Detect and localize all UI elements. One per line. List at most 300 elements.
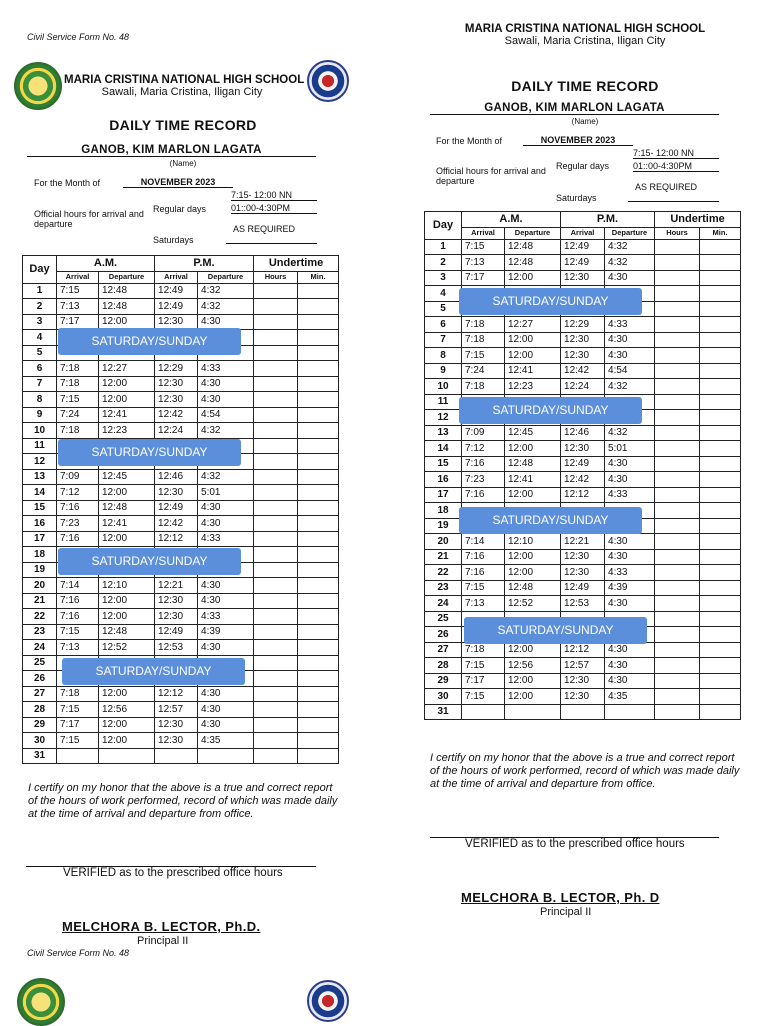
pm-departure-cell: 5:01 [605, 441, 655, 457]
departure-header: Departure [505, 227, 561, 239]
undertime-hours-cell [655, 596, 700, 612]
day-cell: 22 [23, 609, 57, 625]
deped-seal-logo [307, 980, 349, 1022]
undertime-hours-cell [655, 565, 700, 581]
undertime-min-cell [298, 314, 339, 330]
undertime-min-cell [700, 363, 741, 379]
school-name: MARIA CRISTINA NATIONAL HIGH SCHOOL [464, 23, 706, 35]
am-arrival-cell: 7:24 [57, 407, 99, 423]
undertime-hours-cell [254, 454, 298, 470]
undertime-min-cell [700, 255, 741, 271]
saturdays-label: Saturdays [153, 235, 194, 245]
undertime-hours-cell [655, 379, 700, 395]
pm-departure-cell: 4:35 [605, 689, 655, 705]
am-departure-cell: 12:52 [99, 640, 155, 656]
pm-arrival-cell: 12:49 [155, 500, 198, 516]
undertime-hours-cell [254, 748, 298, 764]
weekend-band: SATURDAY/SUNDAY [58, 548, 241, 575]
undertime-hours-cell [254, 655, 298, 671]
undertime-hours-cell [254, 438, 298, 454]
table-row [425, 673, 741, 689]
undertime-hours-cell [655, 301, 700, 317]
pm-arrival-cell: 12:12 [561, 642, 605, 658]
pm-arrival-cell: 12:30 [155, 376, 198, 392]
month-value: NOVEMBER 2023 [123, 177, 233, 188]
pm-departure-cell: 4:30 [605, 549, 655, 565]
day-cell: 15 [23, 500, 57, 516]
undertime-hours-cell [655, 286, 700, 302]
form-label-bottom: Civil Service Form No. 48 [27, 948, 130, 958]
day-cell: 30 [23, 733, 57, 749]
pm-departure-cell: 4:32 [198, 469, 254, 485]
undertime-hours-cell [254, 593, 298, 609]
undertime-min-cell [298, 531, 339, 547]
day-cell: 6 [425, 317, 462, 333]
hours-header: Hours [655, 227, 700, 239]
pm-arrival-cell: 12:49 [155, 624, 198, 640]
day-cell: 5 [425, 301, 462, 317]
am-departure-cell [505, 704, 561, 720]
deped-seal-logo [307, 60, 349, 102]
undertime-min-cell [298, 733, 339, 749]
am-departure-cell: 12:27 [505, 317, 561, 333]
day-cell: 28 [23, 702, 57, 718]
am-departure-cell: 12:00 [99, 531, 155, 547]
undertime-hours-cell [254, 578, 298, 594]
am-arrival-cell: 7:18 [57, 361, 99, 377]
undertime-min-cell [298, 423, 339, 439]
day-cell: 19 [23, 562, 57, 578]
table-row [23, 516, 339, 532]
am-arrival-cell: 7:15 [57, 624, 99, 640]
am-departure-cell: 12:48 [99, 299, 155, 315]
undertime-min-cell [700, 689, 741, 705]
table-row [23, 407, 339, 423]
am-arrival-cell: 7:17 [57, 314, 99, 330]
undertime-hours-cell [254, 376, 298, 392]
table-row [425, 658, 741, 674]
am-arrival-cell: 7:14 [462, 534, 505, 550]
undertime-hours-cell [254, 423, 298, 439]
pm-arrival-cell: 12:30 [561, 549, 605, 565]
table-row [425, 472, 741, 488]
undertime-min-cell [298, 392, 339, 408]
saturdays-line [628, 201, 719, 202]
am-departure-cell: 12:10 [99, 578, 155, 594]
undertime-min-cell [298, 671, 339, 687]
am-arrival-cell [462, 704, 505, 720]
undertime-hours-cell [254, 392, 298, 408]
undertime-min-cell [700, 301, 741, 317]
am-departure-cell: 12:10 [505, 534, 561, 550]
table-row [425, 549, 741, 565]
day-cell: 9 [23, 407, 57, 423]
official-hours-label: Official hours for arrival and departure [34, 209, 144, 229]
am-arrival-cell: 7:17 [57, 717, 99, 733]
undertime-hours-cell [254, 562, 298, 578]
am-arrival-cell: 7:17 [462, 270, 505, 286]
undertime-hours-cell [655, 348, 700, 364]
day-cell: 18 [23, 547, 57, 563]
table-row [23, 423, 339, 439]
pm-arrival-cell: 12:29 [561, 317, 605, 333]
undertime-min-cell [298, 454, 339, 470]
regular-hours-1: 7:15- 12:00 NN [633, 148, 719, 159]
am-arrival-cell: 7:09 [57, 469, 99, 485]
school-name: MARIA CRISTINA NATIONAL HIGH SCHOOL [64, 74, 305, 86]
undertime-hours-cell [655, 425, 700, 441]
pm-arrival-cell: 12:30 [561, 348, 605, 364]
arrival-header: Arrival [462, 227, 505, 239]
day-cell: 12 [425, 410, 462, 426]
undertime-min-cell [700, 580, 741, 596]
undertime-hours-cell [254, 717, 298, 733]
saturdays-value: AS REQUIRED [233, 224, 296, 234]
am-arrival-cell: 7:15 [462, 689, 505, 705]
undertime-min-cell [298, 686, 339, 702]
pm-arrival-cell: 12:30 [155, 593, 198, 609]
day-cell: 4 [425, 286, 462, 302]
day-cell: 20 [23, 578, 57, 594]
pm-departure-cell: 4:32 [605, 425, 655, 441]
day-cell: 28 [425, 658, 462, 674]
pm-departure-cell: 4:30 [605, 596, 655, 612]
am-arrival-cell: 7:16 [462, 549, 505, 565]
name-caption: (Name) [571, 117, 599, 126]
pm-departure-cell: 4:30 [605, 642, 655, 658]
pm-departure-cell: 4:32 [198, 283, 254, 299]
am-arrival-cell: 7:13 [462, 255, 505, 271]
undertime-min-cell [298, 516, 339, 532]
am-arrival-cell: 7:13 [57, 299, 99, 315]
pm-departure-cell [198, 748, 254, 764]
pm-departure-cell: 4:30 [198, 717, 254, 733]
undertime-min-cell [298, 562, 339, 578]
table-row [425, 534, 741, 550]
pm-departure-cell: 4:39 [605, 580, 655, 596]
undertime-hours-cell [655, 239, 700, 255]
pm-departure-cell: 4:32 [605, 379, 655, 395]
am-departure-cell: 12:48 [99, 283, 155, 299]
undertime-hours-cell [254, 686, 298, 702]
am-departure-cell: 12:00 [99, 314, 155, 330]
undertime-hours-cell [655, 487, 700, 503]
am-departure-cell: 12:48 [505, 255, 561, 271]
undertime-hours-cell [655, 518, 700, 534]
undertime-hours-cell [254, 733, 298, 749]
undertime-hours-cell [254, 485, 298, 501]
day-cell: 21 [425, 549, 462, 565]
undertime-hours-cell [655, 627, 700, 643]
undertime-hours-cell [254, 345, 298, 361]
am-header: A.M. [462, 212, 561, 228]
day-cell: 13 [425, 425, 462, 441]
day-cell: 6 [23, 361, 57, 377]
undertime-min-cell [700, 239, 741, 255]
day-cell: 1 [23, 283, 57, 299]
departure-header: Departure [198, 271, 254, 283]
employee-name: GANOB, KIM MARLON LAGATA [430, 102, 719, 115]
month-label: For the Month of [34, 178, 101, 188]
table-row [425, 317, 741, 333]
undertime-min-cell [298, 578, 339, 594]
table-row [425, 580, 741, 596]
am-arrival-cell: 7:12 [462, 441, 505, 457]
pm-arrival-cell: 12:42 [561, 472, 605, 488]
day-cell: 19 [425, 518, 462, 534]
undertime-min-cell [298, 438, 339, 454]
weekend-band: SATURDAY/SUNDAY [464, 617, 647, 644]
day-cell: 18 [425, 503, 462, 519]
table-row [23, 392, 339, 408]
day-header: Day [425, 212, 462, 240]
am-arrival-cell: 7:18 [462, 379, 505, 395]
undertime-min-cell [298, 299, 339, 315]
am-arrival-cell: 7:23 [57, 516, 99, 532]
undertime-min-cell [700, 627, 741, 643]
regular-hours-2: 01::00-4:30PM [231, 203, 317, 214]
pm-header: P.M. [561, 212, 655, 228]
am-departure-cell: 12:56 [99, 702, 155, 718]
undertime-hours-cell [655, 503, 700, 519]
am-departure-cell: 12:45 [99, 469, 155, 485]
undertime-min-cell [700, 534, 741, 550]
undertime-hours-cell [655, 410, 700, 426]
undertime-hours-cell [655, 704, 700, 720]
hours-header: Hours [254, 271, 298, 283]
day-cell: 20 [425, 534, 462, 550]
undertime-min-cell [700, 394, 741, 410]
pm-departure-cell: 4:33 [605, 487, 655, 503]
undertime-min-cell [700, 503, 741, 519]
undertime-hours-cell [254, 624, 298, 640]
am-header: A.M. [57, 256, 155, 272]
undertime-min-cell [700, 518, 741, 534]
pm-arrival-cell: 12:24 [561, 379, 605, 395]
am-departure-cell: 12:23 [99, 423, 155, 439]
pm-arrival-cell: 12:42 [155, 407, 198, 423]
am-departure-cell: 12:41 [505, 363, 561, 379]
am-departure-cell: 12:48 [99, 500, 155, 516]
undertime-hours-cell [655, 255, 700, 271]
am-departure-cell: 12:52 [505, 596, 561, 612]
undertime-min-cell [298, 547, 339, 563]
day-cell: 10 [425, 379, 462, 395]
day-cell: 27 [425, 642, 462, 658]
table-row [425, 425, 741, 441]
am-arrival-cell [57, 748, 99, 764]
table-row [23, 686, 339, 702]
arrival-header: Arrival [57, 271, 99, 283]
pm-arrival-cell: 12:49 [561, 456, 605, 472]
undertime-min-cell [700, 596, 741, 612]
signatory-title: Principal II [137, 935, 189, 947]
table-row [425, 642, 741, 658]
am-arrival-cell: 7:16 [462, 487, 505, 503]
day-cell: 29 [425, 673, 462, 689]
am-departure-cell: 12:00 [99, 392, 155, 408]
pm-arrival-cell: 12:42 [561, 363, 605, 379]
pm-departure-cell: 4:33 [198, 361, 254, 377]
pm-departure-cell: 4:30 [605, 332, 655, 348]
arrival-header: Arrival [561, 227, 605, 239]
pm-departure-cell: 4:30 [198, 392, 254, 408]
undertime-hours-cell [655, 611, 700, 627]
day-cell: 2 [23, 299, 57, 315]
undertime-min-cell [298, 624, 339, 640]
day-cell: 15 [425, 456, 462, 472]
table-row [23, 748, 339, 764]
verified-text: VERIFIED as to the prescribed office hours [465, 838, 685, 850]
undertime-hours-cell [655, 317, 700, 333]
school-address: Sawali, Maria Cristina, Iligan City [101, 86, 263, 98]
undertime-min-cell [298, 330, 339, 346]
undertime-hours-cell [254, 361, 298, 377]
day-cell: 30 [425, 689, 462, 705]
undertime-header: Undertime [254, 256, 339, 272]
pm-arrival-cell: 12:30 [155, 314, 198, 330]
table-row [425, 239, 741, 255]
am-departure-cell: 12:00 [99, 609, 155, 625]
am-departure-cell: 12:48 [505, 239, 561, 255]
undertime-min-cell [298, 500, 339, 516]
pm-arrival-cell: 12:30 [155, 733, 198, 749]
pm-departure-cell: 4:33 [198, 609, 254, 625]
undertime-hours-cell [254, 531, 298, 547]
am-arrival-cell: 7:15 [57, 283, 99, 299]
am-departure-cell: 12:48 [505, 580, 561, 596]
am-arrival-cell: 7:16 [57, 531, 99, 547]
verified-text: VERIFIED as to the prescribed office hours [63, 867, 283, 879]
regular-days-label: Regular days [556, 161, 610, 171]
table-row [23, 733, 339, 749]
undertime-hours-cell [655, 658, 700, 674]
pm-departure-cell: 4:33 [605, 317, 655, 333]
am-departure-cell: 12:00 [99, 733, 155, 749]
undertime-hours-cell [254, 330, 298, 346]
undertime-min-cell [700, 425, 741, 441]
pm-departure-cell: 4:30 [198, 376, 254, 392]
am-departure-cell: 12:00 [505, 441, 561, 457]
undertime-min-cell [298, 345, 339, 361]
am-departure-cell: 12:48 [505, 456, 561, 472]
am-departure-cell: 12:00 [99, 717, 155, 733]
day-cell: 31 [23, 748, 57, 764]
table-row [425, 441, 741, 457]
pm-arrival-cell: 12:49 [561, 580, 605, 596]
am-arrival-cell: 7:13 [462, 596, 505, 612]
pm-arrival-cell: 12:12 [155, 686, 198, 702]
day-cell: 26 [425, 627, 462, 643]
undertime-hours-cell [254, 469, 298, 485]
pm-arrival-cell: 12:49 [155, 283, 198, 299]
table-row [425, 363, 741, 379]
undertime-min-cell [298, 376, 339, 392]
am-departure-cell: 12:00 [505, 487, 561, 503]
am-departure-cell: 12:27 [99, 361, 155, 377]
am-departure-cell: 12:23 [505, 379, 561, 395]
pm-departure-cell: 4:30 [198, 593, 254, 609]
table-row [425, 348, 741, 364]
pm-arrival-cell: 12:30 [561, 689, 605, 705]
undertime-min-cell [298, 469, 339, 485]
pm-departure-cell: 4:30 [605, 348, 655, 364]
am-departure-cell: 12:45 [505, 425, 561, 441]
pm-arrival-cell: 12:42 [155, 516, 198, 532]
pm-arrival-cell: 12:24 [155, 423, 198, 439]
pm-arrival-cell: 12:21 [155, 578, 198, 594]
undertime-hours-cell [254, 407, 298, 423]
day-cell: 27 [23, 686, 57, 702]
pm-departure-cell: 4:30 [198, 500, 254, 516]
day-cell: 17 [425, 487, 462, 503]
day-cell: 10 [23, 423, 57, 439]
am-arrival-cell: 7:16 [57, 593, 99, 609]
regular-days-label: Regular days [153, 204, 207, 214]
day-cell: 31 [425, 704, 462, 720]
pm-departure-cell: 4:30 [198, 516, 254, 532]
table-row [23, 485, 339, 501]
table-row [23, 500, 339, 516]
table-row [23, 624, 339, 640]
am-departure-cell: 12:56 [505, 658, 561, 674]
undertime-min-cell [700, 642, 741, 658]
pm-departure-cell: 4:32 [198, 423, 254, 439]
undertime-header: Undertime [655, 212, 741, 228]
day-cell: 5 [23, 345, 57, 361]
pm-arrival-cell: 12:49 [561, 255, 605, 271]
undertime-min-cell [700, 348, 741, 364]
undertime-min-cell [298, 609, 339, 625]
table-row [425, 704, 741, 720]
undertime-min-cell [298, 485, 339, 501]
month-label: For the Month of [436, 136, 503, 146]
undertime-min-cell [700, 379, 741, 395]
undertime-hours-cell [655, 394, 700, 410]
pm-departure-cell: 4:32 [605, 239, 655, 255]
day-cell: 25 [23, 655, 57, 671]
day-cell: 8 [23, 392, 57, 408]
day-cell: 14 [23, 485, 57, 501]
pm-arrival-cell: 12:30 [155, 609, 198, 625]
form-label-top: Civil Service Form No. 48 [27, 32, 130, 42]
day-cell: 1 [425, 239, 462, 255]
signatory-title: Principal II [540, 906, 592, 918]
pm-arrival-cell: 12:30 [155, 392, 198, 408]
pm-arrival-cell: 12:30 [155, 485, 198, 501]
undertime-hours-cell [655, 549, 700, 565]
undertime-hours-cell [655, 441, 700, 457]
saturdays-line [226, 243, 317, 244]
am-arrival-cell: 7:15 [57, 733, 99, 749]
weekend-band: SATURDAY/SUNDAY [459, 288, 642, 315]
table-row [425, 332, 741, 348]
school-address: Sawali, Maria Cristina, Iligan City [504, 35, 666, 47]
day-cell: 25 [425, 611, 462, 627]
pm-departure-cell: 4:33 [605, 565, 655, 581]
table-row [23, 283, 339, 299]
am-arrival-cell: 7:18 [462, 317, 505, 333]
pm-arrival-cell: 12:12 [561, 487, 605, 503]
pm-departure-cell: 4:30 [605, 270, 655, 286]
undertime-hours-cell [655, 456, 700, 472]
undertime-hours-cell [254, 609, 298, 625]
am-arrival-cell: 7:15 [462, 658, 505, 674]
table-row [23, 469, 339, 485]
am-arrival-cell: 7:18 [462, 332, 505, 348]
pm-departure-cell: 4:32 [198, 299, 254, 315]
am-departure-cell: 12:00 [505, 689, 561, 705]
